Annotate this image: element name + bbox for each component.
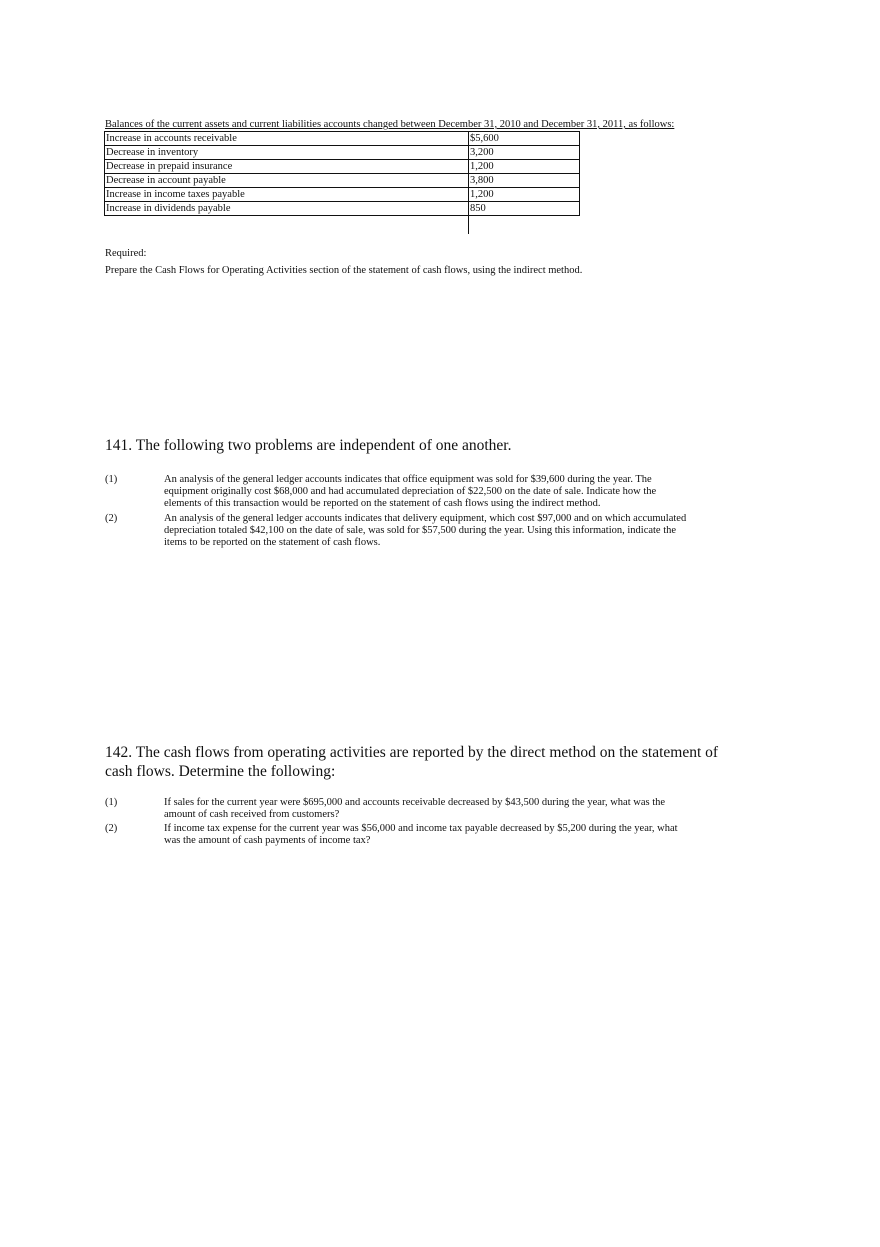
item-text: If sales for the current year were $695,000 and accounts receivable decreased by $43,500 during the year, what was the amount of cash received from customers?	[164, 797, 666, 820]
item-number: (1)	[105, 797, 118, 808]
balance-value: 3,200	[469, 146, 580, 160]
balance-label: Increase in income taxes payable	[105, 188, 469, 202]
balances-table	[104, 131, 580, 216]
item-text: An analysis of the general ledger accounts indicates that office equipment was sold for $39,600 during the year. The equipment originally cost $68,000 and had accumulated depreciation of $22,500 on the date of sale. Indicate how the elements of this transaction would be reported on the statement of cash flows using the indirect method.	[164, 474, 657, 509]
table-row	[105, 160, 580, 174]
question-142-title: 142. The cash flows from operating activities are reported by the direct method on the statement of cash flows. Determine the following:	[105, 744, 719, 780]
balance-value: $5,600	[469, 132, 580, 146]
table-row	[105, 146, 580, 160]
balance-label: Increase in dividends payable	[105, 202, 469, 216]
item-number: (1)	[105, 474, 118, 485]
table-row	[105, 174, 580, 188]
balance-label: Increase in accounts receivable	[105, 132, 469, 146]
balance-value: 1,200	[469, 160, 580, 174]
item-number: (2)	[105, 823, 118, 834]
table-row	[105, 202, 580, 216]
table-row	[105, 188, 580, 202]
balance-value: 850	[469, 202, 580, 216]
question-141-title: 141. The following two problems are independent of one another.	[105, 437, 512, 454]
item-text: An analysis of the general ledger accounts indicates that delivery equipment, which cost $97,000 and on which accumulated depreciation totaled $42,100 on the date of sale, was sold for $57,500 during the year. Using this information, indicate the items to be reported on the statement of cash flows.	[164, 513, 687, 548]
item-number: (2)	[105, 513, 118, 524]
table-row	[105, 132, 580, 146]
intro-text: Balances of the current assets and current liabilities accounts changed between December 31, 2010 and December 31, 2011, as follows:	[105, 119, 675, 130]
balance-label: Decrease in account payable	[105, 174, 469, 188]
balance-label: Decrease in inventory	[105, 146, 469, 160]
item-text: If income tax expense for the current year was $56,000 and income tax payable decreased by $5,200 during the year, what was the amount of cash payments of income tax?	[164, 823, 678, 846]
table-divider-line	[468, 216, 469, 234]
balance-value: 1,200	[469, 188, 580, 202]
required-label: Required:	[105, 248, 147, 259]
balance-value: 3,800	[469, 174, 580, 188]
balance-label: Decrease in prepaid insurance	[105, 160, 469, 174]
required-text: Prepare the Cash Flows for Operating Activities section of the statement of cash flows, using the indirect method.	[105, 265, 583, 276]
